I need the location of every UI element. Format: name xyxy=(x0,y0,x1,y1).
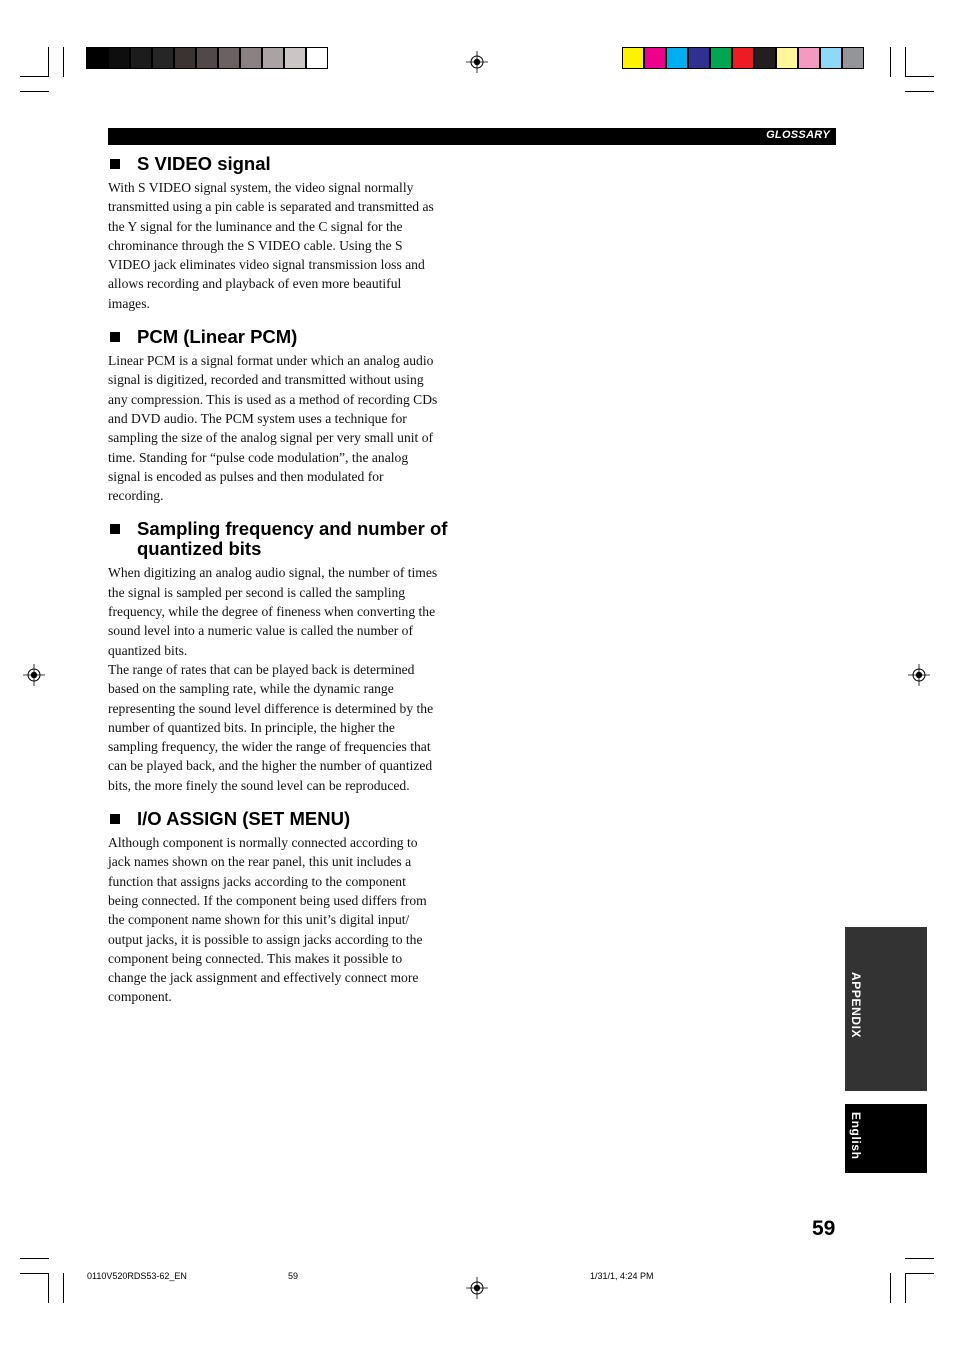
appendix-tab-label: APPENDIX xyxy=(849,972,863,1039)
process-color-bar xyxy=(622,47,864,69)
color-swatch xyxy=(622,47,644,69)
entry-title: I/O ASSIGN (SET MENU) xyxy=(137,808,351,830)
glossary-entry xyxy=(108,809,464,1007)
color-swatch xyxy=(710,47,732,69)
crop-mark xyxy=(905,1273,934,1274)
color-swatch xyxy=(688,47,710,69)
language-tab xyxy=(845,1104,927,1173)
entry-body: When digitizing an analog audio signal, the number of times the signal is sampled per second is called the sampling frequency, while the degree of fineness when converting the sound level into a numeric value is called the number of quantized bits. The range of rates that can be played back is determined based on the sampling rate, while the dynamic range representing the sound level difference is determined by the number of quantized bits. In principle, the higher the sampling frequency, the wider the range of frequencies that can be played back, and the higher the number of quantized bits, the more finely the sound level can be reproduced. xyxy=(108,565,438,793)
entry-heading xyxy=(108,154,464,174)
footer-file-name: 0110V520RDS53-62_EN xyxy=(87,1271,187,1281)
color-swatch xyxy=(262,47,284,69)
crop-mark xyxy=(20,91,49,92)
color-swatch xyxy=(130,47,152,69)
glossary-content xyxy=(108,154,464,1021)
color-swatch xyxy=(666,47,688,69)
grayscale-color-bar xyxy=(86,47,328,69)
registration-mark-icon xyxy=(466,51,488,73)
color-swatch xyxy=(86,47,108,69)
square-bullet-icon xyxy=(110,159,120,169)
crop-mark xyxy=(890,47,891,77)
registration-mark-icon xyxy=(908,664,930,686)
entry-body: Linear PCM is a signal format under which an analog audio signal is digitized, recorded and transmitted without using any compression. This is used as a method of recording CDs and DVD audio. The PCM system uses a technique for sampling the size of the analog signal per very small unit of time. Standing for “pulse code modulation”, the analog signal is encoded as pulses and then modulated for recording. xyxy=(108,353,438,504)
crop-mark xyxy=(20,1258,49,1259)
entry-title: Sampling frequency and number of quantized bits xyxy=(137,518,448,560)
color-swatch xyxy=(776,47,798,69)
crop-mark xyxy=(20,1273,49,1274)
glossary-entry xyxy=(108,154,464,313)
square-bullet-icon xyxy=(110,524,120,534)
crop-mark xyxy=(63,47,64,77)
crop-mark xyxy=(905,1273,906,1303)
footer-page: 59 xyxy=(288,1271,299,1281)
color-swatch xyxy=(754,47,776,69)
crop-mark xyxy=(905,76,934,77)
language-tab-label: English xyxy=(849,1112,863,1160)
color-swatch xyxy=(644,47,666,69)
crop-mark xyxy=(63,1273,64,1303)
entry-title: PCM (Linear PCM) xyxy=(137,326,298,348)
page-number: 59 xyxy=(812,1217,836,1240)
crop-mark xyxy=(890,1273,891,1303)
square-bullet-icon xyxy=(110,332,120,342)
footer-date: 1/31/1, 4:24 PM xyxy=(590,1271,654,1281)
color-swatch xyxy=(218,47,240,69)
entry-heading xyxy=(108,519,464,559)
color-swatch xyxy=(306,47,328,69)
glossary-entry xyxy=(108,327,464,505)
registration-mark-icon xyxy=(23,664,45,686)
entry-body: With S VIDEO signal system, the video signal normally transmitted using a pin cable is separated and transmitted as the Y signal for the luminance and the C signal for the chrominance through the S VIDEO cable. Using the S VIDEO jack eliminates video signal transmission loss and allows recording and playback of even more beautiful images. xyxy=(108,180,434,311)
color-swatch xyxy=(820,47,842,69)
glossary-entry xyxy=(108,519,464,795)
registration-mark-icon xyxy=(466,1277,488,1299)
entry-heading xyxy=(108,809,464,829)
color-swatch xyxy=(108,47,130,69)
color-swatch xyxy=(798,47,820,69)
crop-mark xyxy=(48,47,49,77)
section-header-bar xyxy=(108,128,836,145)
entry-heading xyxy=(108,327,464,347)
crop-mark xyxy=(20,76,49,77)
entry-body: Although component is normally connected according to jack names shown on the rear panel, this unit includes a function that assigns jacks according to the component being connected. If the component being used differs from the component name shown for this unit’s digital input/ output jacks, it is possible to assign jacks according to the component being connected. This makes it possible to change the jack assignment and effectively connect more component. xyxy=(108,835,427,1005)
color-swatch xyxy=(284,47,306,69)
square-bullet-icon xyxy=(110,814,120,824)
color-swatch xyxy=(152,47,174,69)
crop-mark xyxy=(905,47,906,77)
entry-title: S VIDEO signal xyxy=(137,153,271,174)
color-swatch xyxy=(240,47,262,69)
color-swatch xyxy=(732,47,754,69)
header-label: GLOSSARY xyxy=(766,129,830,141)
crop-mark xyxy=(48,1273,49,1303)
crop-mark xyxy=(905,1258,934,1259)
color-swatch xyxy=(842,47,864,69)
crop-mark xyxy=(905,91,934,92)
color-swatch xyxy=(174,47,196,69)
appendix-tab xyxy=(845,927,927,1091)
color-swatch xyxy=(196,47,218,69)
